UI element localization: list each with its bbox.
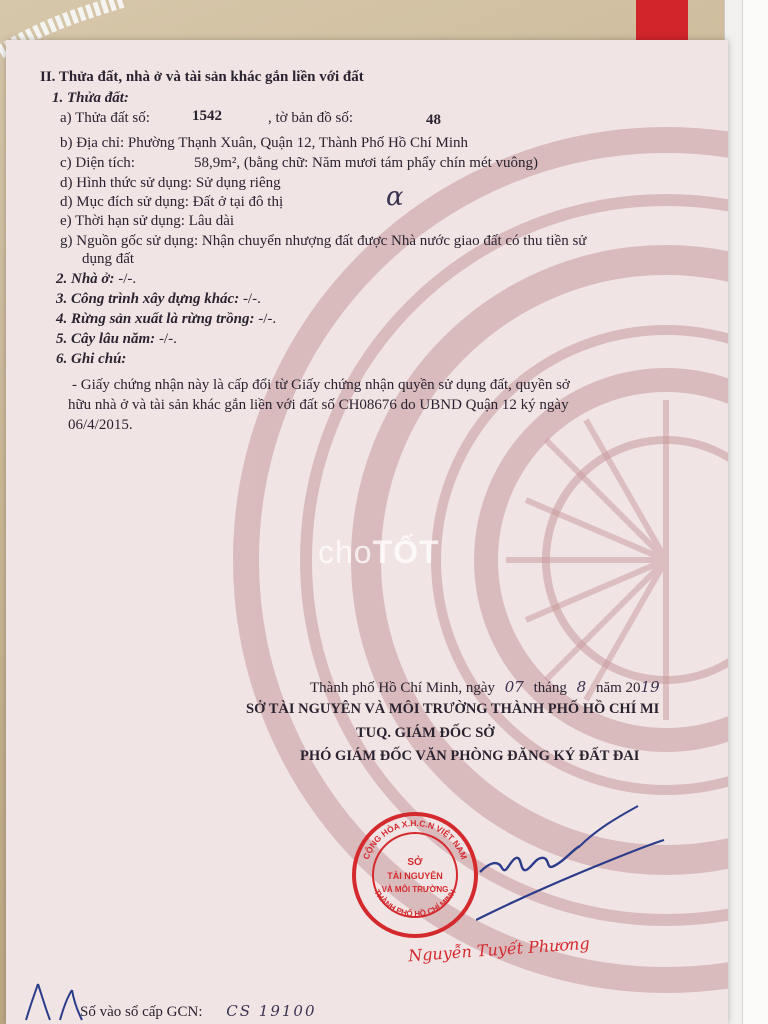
item-perennial-label: 5. Cây lâu năm: xyxy=(56,331,156,347)
item-other-construction-value: -/-. xyxy=(239,291,261,307)
authority-line-2: TUQ. GIÁM ĐỐC SỞ xyxy=(356,725,495,741)
date-month-label: tháng xyxy=(533,680,567,696)
origin-line-2: dụng đất xyxy=(82,251,135,267)
map-number: 48 xyxy=(426,112,441,128)
item-house xyxy=(56,270,136,288)
date-prefix: Thành phố Hồ Chí Minh, ngày xyxy=(310,680,495,696)
section-title: II. Thửa đất, nhà ở và tài sản khác gắn liền với đất xyxy=(40,69,364,85)
seal-center-2: TÀI NGUYÊN xyxy=(387,871,443,881)
date-year: 19 xyxy=(640,678,660,696)
registry-value: CS 19100 xyxy=(226,1002,317,1020)
usage-term: e) Thời hạn sử dụng: Lâu dài xyxy=(60,213,235,229)
parcel-number: 1542 xyxy=(192,108,222,124)
origin-line-1: g) Nguồn gốc sử dụng: Nhận chuyển nhượng đất được Nhà nước giao đất có thu tiền sử xyxy=(60,233,587,249)
watermark-part2: TỐT xyxy=(372,534,440,570)
usage-form: d) Hình thức sử dụng: Sử dụng riêng xyxy=(60,175,281,191)
note-line-2: hữu nhà ở và tài sản khác gắn liền với đất số CH08676 do UBND Quận 12 ký ngày xyxy=(68,397,569,413)
area-value: 58,9m², (bằng chữ: Năm mươi tám phẩy chín mét vuông) xyxy=(194,155,539,171)
seal-bottom-text: THÀNH PHỐ HỒ CHÍ MINH xyxy=(372,887,458,919)
note-line-1: - Giấy chứng nhận này là cấp đổi từ Giấy chứng nhận quyền sử dụng đất, quyền sở xyxy=(72,377,570,393)
map-label: , tờ bản đồ số: xyxy=(268,110,354,126)
registry-label: Số vào sổ cấp GCN: xyxy=(80,1004,203,1020)
item-other-construction-label: 3. Công trình xây dựng khác: xyxy=(56,291,240,307)
official-seal xyxy=(350,810,480,940)
signature-scribble xyxy=(476,800,666,940)
land-heading: 1. Thửa đất: xyxy=(52,90,129,106)
registry-line xyxy=(80,1002,317,1021)
watermark-part1: cho xyxy=(318,534,373,570)
svg-text:CỘNG HÒA X.H.C.N VIỆT NAM xyxy=(361,818,469,861)
chotot-watermark xyxy=(318,534,440,571)
margin-scribble xyxy=(20,980,90,1024)
item-forest-value: -/-. xyxy=(254,311,277,327)
seal-center-3: VÀ MÔI TRƯỜNG xyxy=(381,885,449,894)
item-house-value: -/-. xyxy=(114,271,137,287)
item-perennial xyxy=(56,330,177,348)
item-notes-label: 6. Ghi chú: xyxy=(56,351,127,367)
item-forest xyxy=(56,310,276,328)
date-year-label: năm 20 xyxy=(595,680,641,696)
signer-name: Nguyễn Tuyết Phương xyxy=(407,933,591,966)
address: b) Địa chỉ: Phường Thạnh Xuân, Quận 12, Thành Phố Hồ Chí Minh xyxy=(60,135,468,151)
date-day: 07 xyxy=(504,678,524,696)
authority-line-3: PHÓ GIÁM ĐỐC VĂN PHÒNG ĐĂNG KÝ ĐẤT ĐAI xyxy=(300,748,640,764)
item-forest-label: 4. Rừng sản xuất là rừng trồng: xyxy=(56,311,255,327)
note-line-3: 06/4/2015. xyxy=(68,417,133,433)
margin-mark: α xyxy=(386,182,404,212)
parcel-label: a) Thửa đất số: xyxy=(60,110,150,126)
date-month: 8 xyxy=(576,678,587,696)
usage-purpose: d) Mục đích sử dụng: Đất ở tại đô thị xyxy=(60,194,284,210)
item-house-label: 2. Nhà ở: xyxy=(56,271,115,287)
item-notes xyxy=(56,350,126,368)
authority-line-1: SỞ TÀI NGUYÊN VÀ MÔI TRƯỜNG THÀNH PHỐ HỒ CHÍ MI xyxy=(246,701,660,717)
item-perennial-value: -/-. xyxy=(155,331,177,347)
certificate-page xyxy=(6,40,728,1024)
seal-center-1: SỞ xyxy=(407,857,423,868)
seal-ring-text: CỘNG HÒA X.H.C.N VIỆT NAM xyxy=(360,817,470,861)
item-other-construction xyxy=(56,290,261,308)
date-line xyxy=(310,678,660,697)
area-label: c) Diện tích: xyxy=(60,155,135,171)
side-paper-edge xyxy=(742,0,768,1024)
